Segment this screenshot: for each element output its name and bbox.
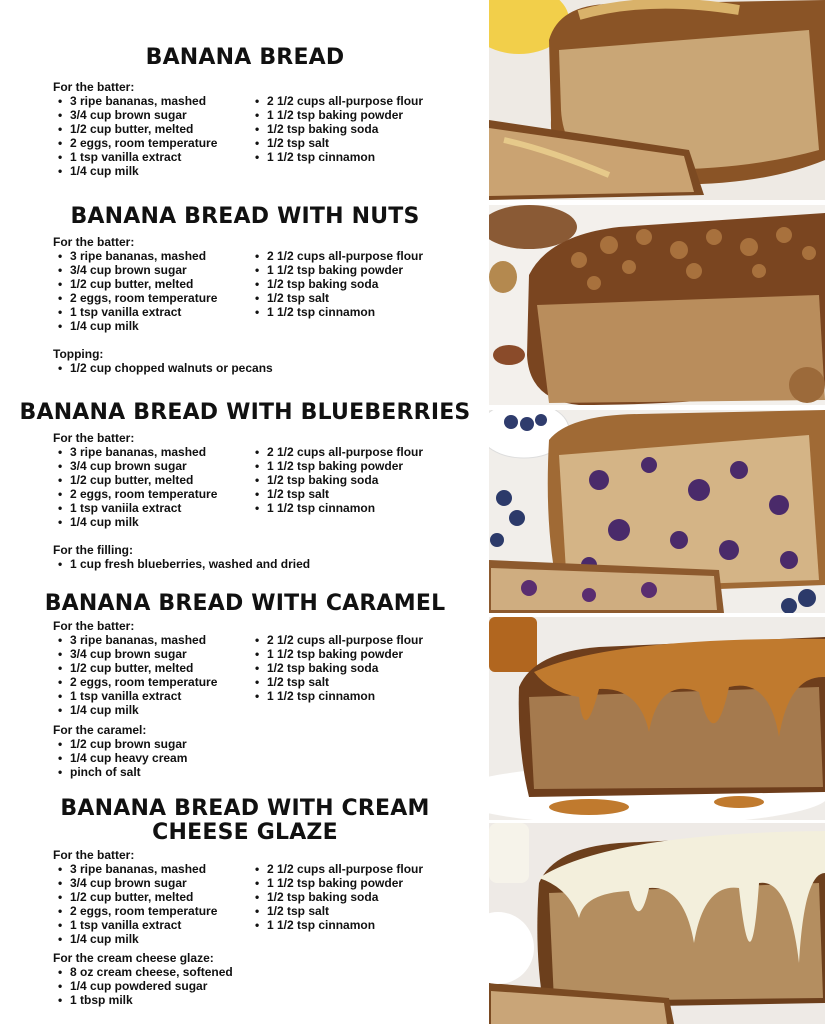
batter-label: For the batter: (53, 431, 135, 445)
ingredients-right (255, 862, 423, 946)
ingredient: • 2 eggs, room temperature (58, 291, 255, 305)
caramel-banana-bread-photo (489, 617, 825, 820)
ingredient: • 1/2 tsp baking soda (255, 277, 423, 291)
ingredients-right (255, 94, 423, 178)
ingredient-columns (58, 249, 490, 333)
ingredients-right (255, 633, 423, 717)
ingredients-left (58, 94, 255, 178)
ingredient: • 1 1/2 tsp cinnamon (255, 501, 423, 515)
ingredient: • 1 tsp vanilla extract (58, 305, 255, 319)
recipe-title (0, 797, 490, 845)
ingredient: • 3 ripe bananas, mashed (58, 94, 255, 108)
ingredient: • 1/4 cup milk (58, 515, 255, 529)
ingredient: • 3 ripe bananas, mashed (58, 633, 255, 647)
ingredient: • 1/2 tsp baking soda (255, 122, 423, 136)
recipe-title: BANANA BREAD WITH BLUEBERRIES (19, 400, 471, 425)
topping-list (58, 361, 490, 375)
ingredient: • 1 tbsp milk (58, 993, 490, 1007)
caramel-list (58, 737, 490, 779)
glaze-label: For the cream cheese glaze: (53, 951, 214, 965)
filling-label: For the filling: (53, 543, 133, 557)
ingredient: • 1/2 tsp salt (255, 487, 423, 501)
batter-label: For the batter: (53, 235, 135, 249)
ingredient-columns (58, 862, 490, 946)
ingredient: • 3 ripe bananas, mashed (58, 445, 255, 459)
recipe-title-line-2: CHEESE GLAZE (152, 820, 338, 845)
cream-cheese-glaze-banana-bread-photo (489, 823, 825, 1024)
recipe-banana-bread-with-blueberries (0, 401, 490, 571)
ingredient: • 1/2 cup chopped walnuts or pecans (58, 361, 490, 375)
ingredient: • 1/4 cup milk (58, 164, 255, 178)
ingredient: • 1/2 cup butter, melted (58, 661, 255, 675)
recipe-banana-bread-with-caramel (0, 592, 490, 779)
ingredient: • 3/4 cup brown sugar (58, 108, 255, 122)
ingredient-columns (58, 445, 490, 529)
ingredient: • 1/2 cup brown sugar (58, 737, 490, 751)
ingredient: • 2 eggs, room temperature (58, 675, 255, 689)
ingredients-right (255, 445, 423, 529)
recipe-title: BANANA BREAD WITH NUTS (70, 204, 420, 229)
ingredient: • 3 ripe bananas, mashed (58, 249, 255, 263)
ingredient: • 1 tsp vanilla extract (58, 918, 255, 932)
recipe-banana-bread-with-nuts (0, 205, 490, 375)
ingredient: • 1 tsp vanilla extract (58, 150, 255, 164)
ingredient: • 2 1/2 cups all-purpose flour (255, 862, 423, 876)
topping-label: Topping: (53, 347, 104, 361)
ingredient: • 1/2 tsp baking soda (255, 890, 423, 904)
ingredient: • 3/4 cup brown sugar (58, 459, 255, 473)
recipe-banana-bread-with-cream-cheese-glaze (0, 797, 490, 1007)
ingredient: • 2 1/2 cups all-purpose flour (255, 249, 423, 263)
recipe-banana-bread (0, 46, 490, 178)
batter-label: For the batter: (53, 80, 135, 94)
recipe-title: BANANA BREAD (145, 45, 345, 70)
caramel-label: For the caramel: (53, 723, 147, 737)
ingredients-left (58, 249, 255, 333)
ingredient: • 1/2 cup butter, melted (58, 890, 255, 904)
ingredient: • 1/2 tsp salt (255, 904, 423, 918)
ingredients-left (58, 862, 255, 946)
batter-label: For the batter: (53, 848, 135, 862)
recipe-title: BANANA BREAD WITH CARAMEL (44, 591, 446, 616)
ingredient: • 1 tsp vanilla extract (58, 689, 255, 703)
ingredient-columns (58, 94, 490, 178)
ingredient: • 1 1/2 tsp cinnamon (255, 689, 423, 703)
ingredient-columns (58, 633, 490, 717)
ingredient: • 1/4 cup milk (58, 932, 255, 946)
ingredient: • 1/2 cup butter, melted (58, 277, 255, 291)
ingredient: • 1 1/2 tsp baking powder (255, 459, 423, 473)
ingredient: • 1/4 cup milk (58, 319, 255, 333)
ingredient: • 1 1/2 tsp cinnamon (255, 918, 423, 932)
ingredient: • 2 1/2 cups all-purpose flour (255, 445, 423, 459)
ingredient: • 1 1/2 tsp baking powder (255, 876, 423, 890)
ingredient: • 1 1/2 tsp cinnamon (255, 150, 423, 164)
ingredient: • 2 eggs, room temperature (58, 487, 255, 501)
banana-bread-loaf-photo (489, 0, 825, 200)
ingredient: • 1/2 tsp salt (255, 136, 423, 150)
blueberry-banana-bread-photo (489, 410, 825, 613)
filling-list (58, 557, 490, 571)
ingredient: • 1 1/2 tsp baking powder (255, 647, 423, 661)
ingredient: • 1 1/2 tsp baking powder (255, 263, 423, 277)
ingredient: • 8 oz cream cheese, softened (58, 965, 490, 979)
ingredient: • 1/2 tsp baking soda (255, 661, 423, 675)
ingredient: • 2 eggs, room temperature (58, 136, 255, 150)
ingredient: • 1/2 cup butter, melted (58, 473, 255, 487)
ingredient: • 1 tsp vaniila extract (58, 501, 255, 515)
batter-label: For the batter: (53, 619, 135, 633)
white-circle-overlay (462, 912, 534, 984)
ingredient: • 2 1/2 cups all-purpose flour (255, 633, 423, 647)
recipe-title-line-1: BANANA BREAD WITH CREAM (60, 796, 430, 821)
ingredient: • 1 1/2 tsp cinnamon (255, 305, 423, 319)
ingredients-right (255, 249, 423, 333)
ingredient: • 2 eggs, room temperature (58, 904, 255, 918)
ingredient: • 1/2 tsp baking soda (255, 473, 423, 487)
ingredient: • 1/2 cup butter, melted (58, 122, 255, 136)
ingredient: • 2 1/2 cups all-purpose flour (255, 94, 423, 108)
ingredient: • 1/2 tsp salt (255, 675, 423, 689)
nut-topped-banana-bread-photo (489, 205, 825, 405)
ingredient: • 1 cup fresh blueberries, washed and dried (58, 557, 490, 571)
ingredient: • 1/4 cup heavy cream (58, 751, 490, 765)
ingredient: • 1/4 cup powdered sugar (58, 979, 490, 993)
ingredient: • 1 1/2 tsp baking powder (255, 108, 423, 122)
ingredients-left (58, 445, 255, 529)
ingredient: • 3/4 cup brown sugar (58, 647, 255, 661)
ingredients-left (58, 633, 255, 717)
ingredient: • 1/2 tsp salt (255, 291, 423, 305)
ingredient: • 3/4 cup brown sugar (58, 263, 255, 277)
ingredient: • 3/4 cup brown sugar (58, 876, 255, 890)
ingredient: • pinch of salt (58, 765, 490, 779)
ingredient: • 3 ripe bananas, mashed (58, 862, 255, 876)
glaze-list (58, 965, 490, 1007)
ingredient: • 1/4 cup milk (58, 703, 255, 717)
